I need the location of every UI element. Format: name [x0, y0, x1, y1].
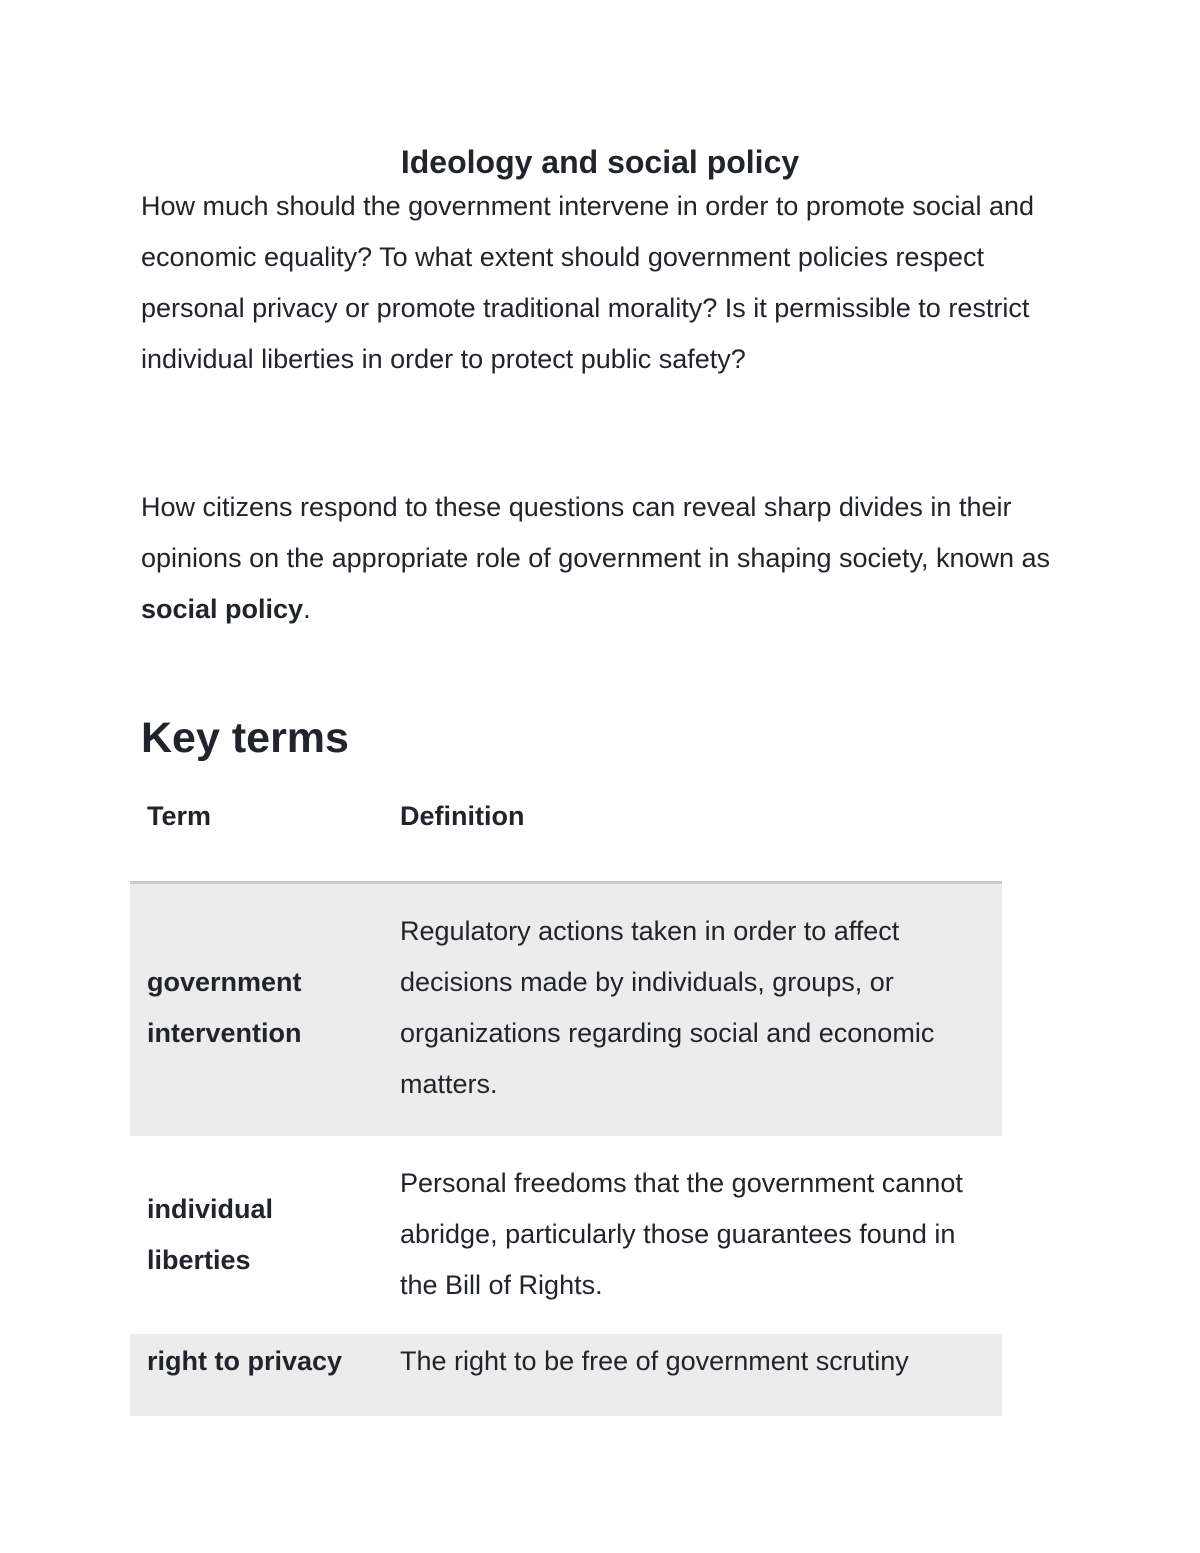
intro-paragraph: How much should the government intervene in order to promote social and economic equality? To what extent should government policies respect personal privacy or promote traditional morality? Is it permissible to restrict individual liberties in order to protect public safety? [141, 191, 1034, 374]
definition-cell: The right to be free of government scrutiny [383, 1334, 1002, 1416]
term-cell: right to privacy [130, 1334, 383, 1416]
definition-cell: Personal freedoms that the government cannot abridge, particularly those guarantees found in the Bill of Rights. [400, 1168, 963, 1300]
table-row [130, 1136, 1002, 1334]
second-paragraph-end: . [303, 594, 311, 624]
table-row [130, 882, 1002, 1136]
term-column-header: Term [130, 780, 383, 882]
second-paragraph-text: How citizens respond to these questions can reveal sharp divides in their opinions on the appropriate role of government in shaping society, known as [141, 492, 1051, 573]
key-terms-heading: Key terms [141, 714, 349, 762]
page-title: Ideology and social policy [400, 144, 800, 180]
term-cell: government intervention [130, 882, 383, 1136]
table-row [130, 1334, 1002, 1416]
definition-column-header: Definition [383, 780, 1002, 882]
second-paragraph [141, 482, 1081, 635]
social-policy-term: social policy [141, 594, 304, 624]
definition-cell: Regulatory actions taken in order to affect decisions made by individuals, groups, or organizations regarding social and economic matters. [383, 882, 1002, 1136]
table-header-row [130, 780, 1002, 882]
term-cell: individual liberties [147, 1193, 274, 1275]
key-terms-table [130, 780, 1002, 1416]
